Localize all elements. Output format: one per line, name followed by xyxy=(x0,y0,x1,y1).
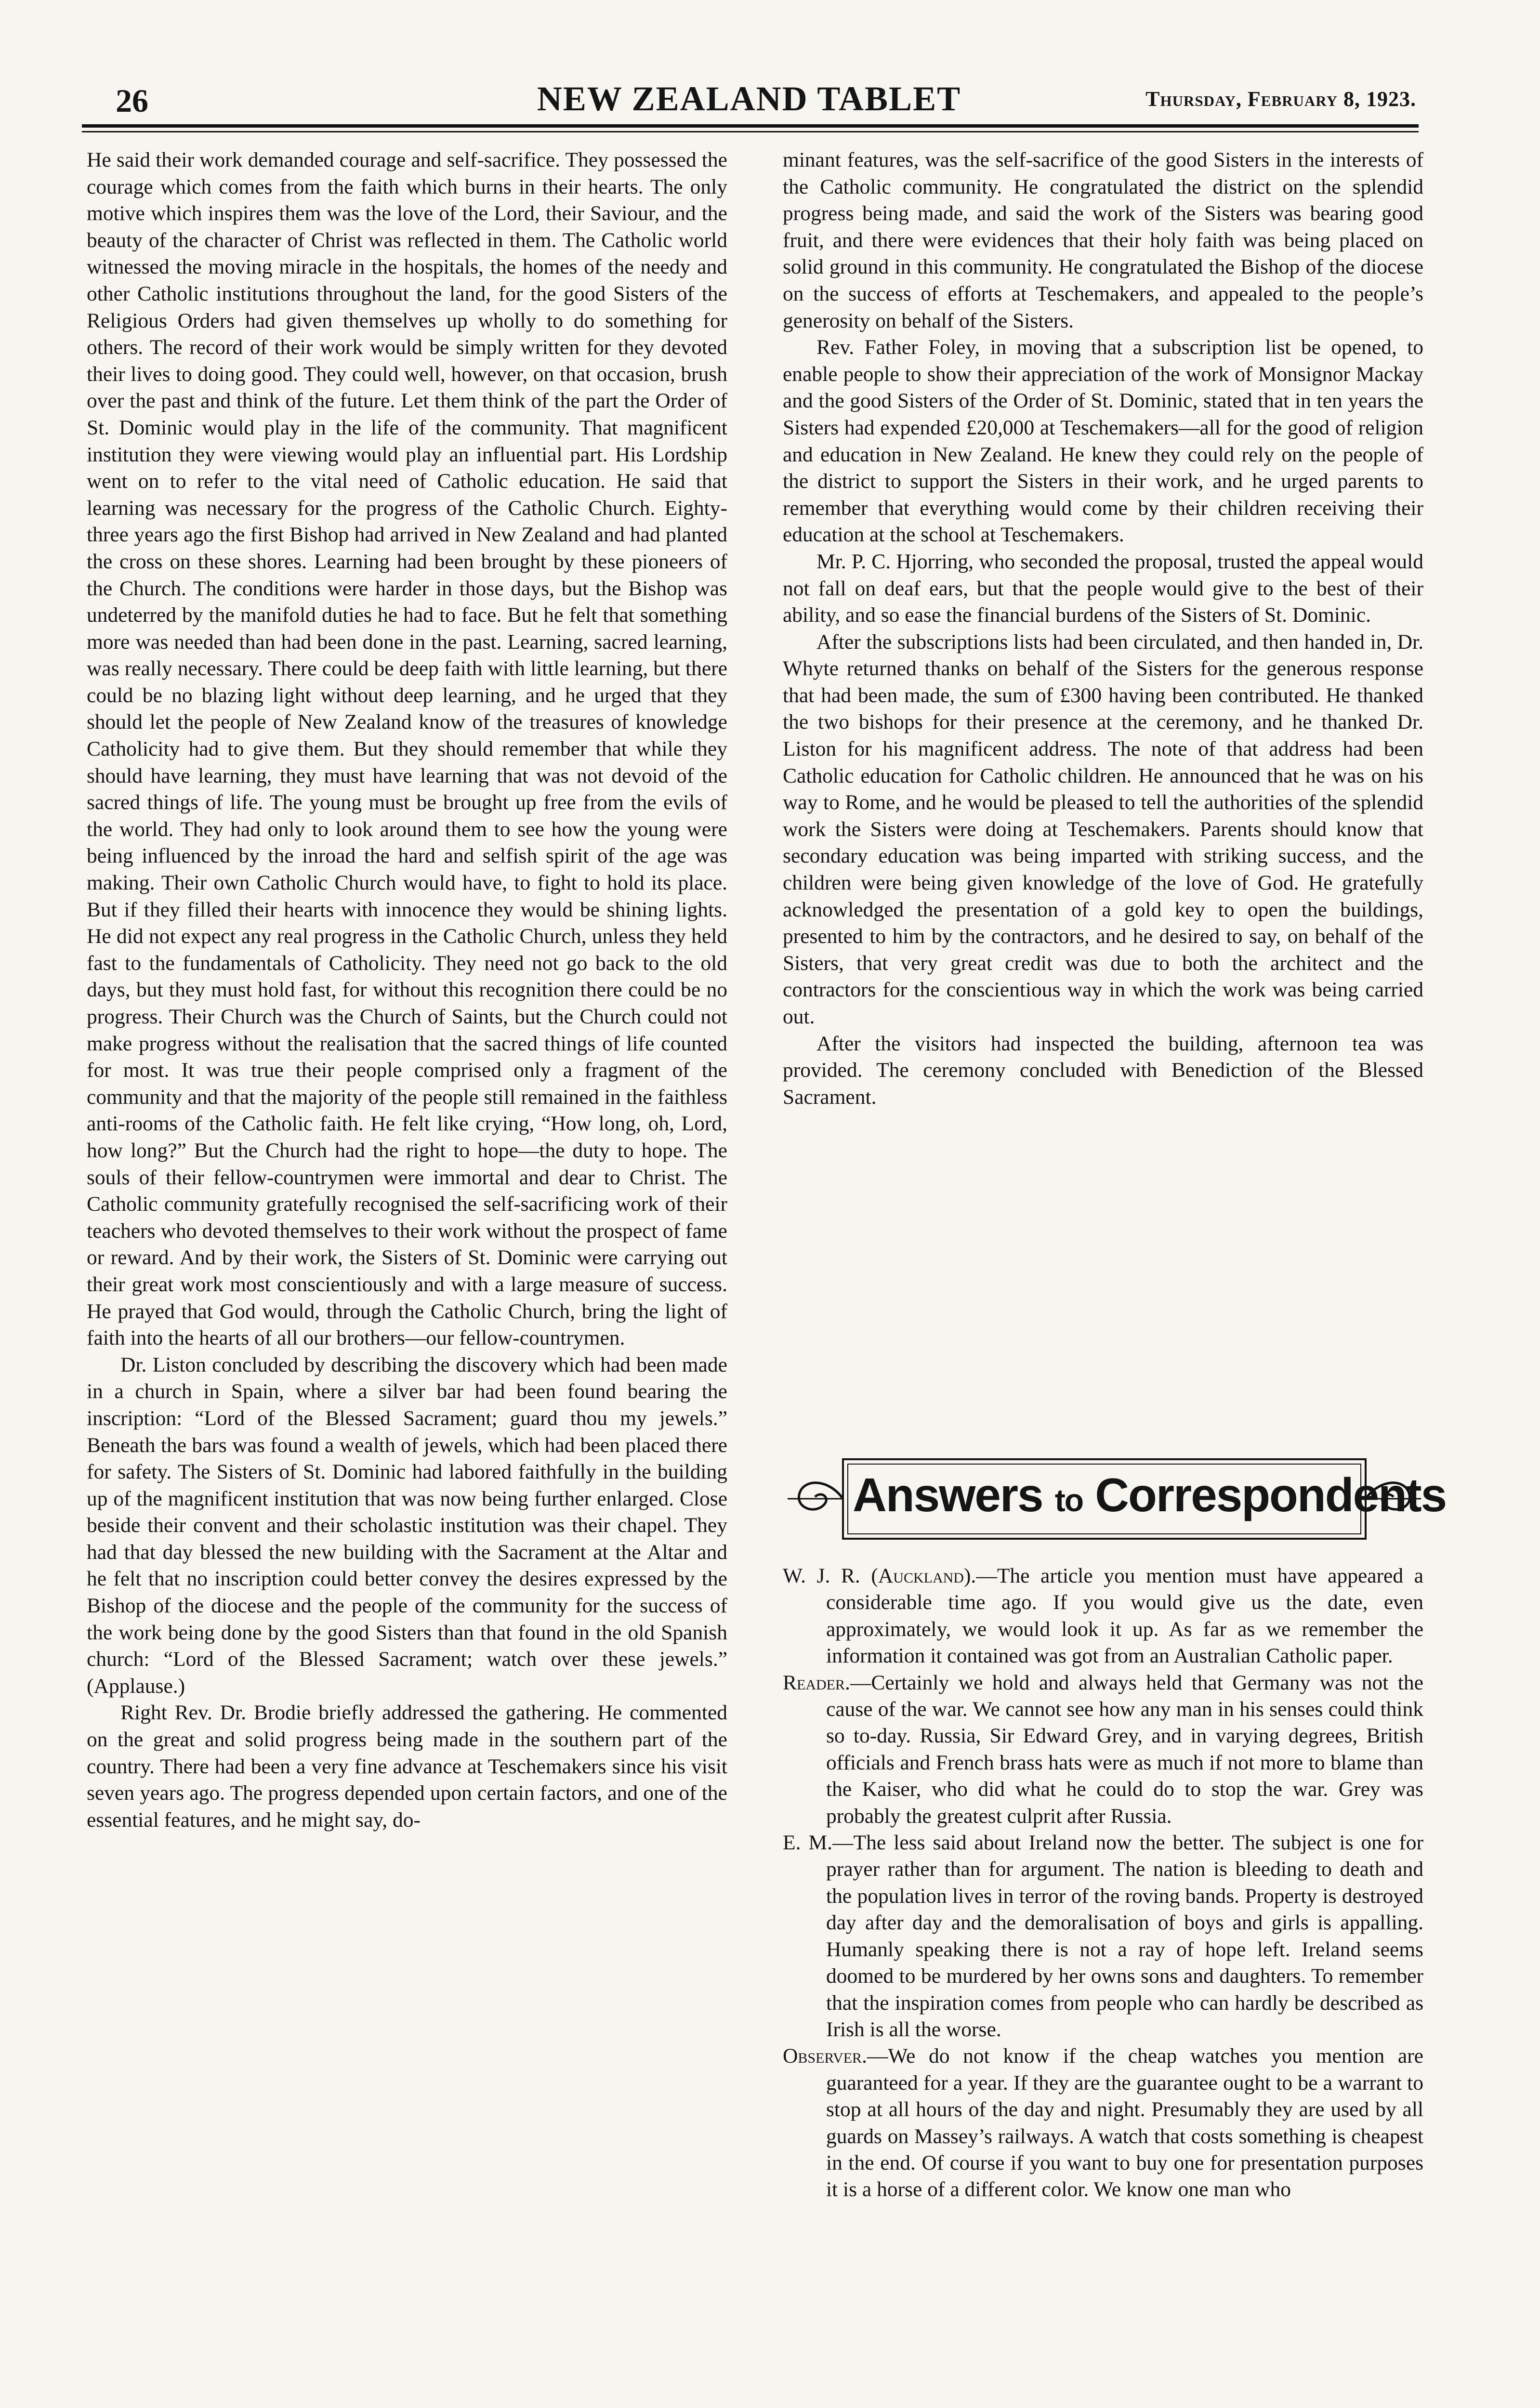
article-paragraph: Right Rev. Dr. Brodie briefly addressed the gathering. He commented on the great and solid progress being made in the southern part of the country. There had been a very fine advance at Teschemakers since his visit seven years ago. The progress depended upon certain factors, and one of the essential features, and he might say, do- xyxy=(87,1701,727,1832)
section-title-word: Correspondents xyxy=(1095,1468,1447,1521)
article-paragraph: Dr. Liston concluded by describing the discovery which had been made in a church in Spain, where a silver bar had been found bearing the inscription: “Lord of the Blessed Sacrament; guard thou my jewels.” Beneath the bars was found a wealth of jewels, which had been placed there for safety. The Sisters of St. Dominic had labored faithfully in the building up of the magnificent institution that was now being further enlarged. Close beside their convent and their scholastic institution was their chapel. They had that day blessed the new building with the Sacrament at the Altar and he felt that no inscription could better convey the desires expressed by the Bishop of the diocese and the people of the community for the success of the work being done by the good Sisters than that found in the old Spanish church: “Lord of the Blessed Sacrament; watch over these jewels.” (Applause.) xyxy=(87,1353,727,1698)
right-column xyxy=(783,147,1423,1111)
correspondent-entry xyxy=(783,1670,1423,1830)
correspondent-name: Reader. xyxy=(783,1671,850,1694)
masthead-rule-thick xyxy=(82,124,1419,128)
left-column xyxy=(87,147,727,1833)
correspondent-entry xyxy=(783,2043,1423,2203)
correspondent-name: W. J. R. (Auckland). xyxy=(783,1564,976,1587)
correspondent-reply: —The article you mention must have appeared a considerable time ago. If you would give us the date, even approximately, we would look it up. As far as we remember the information it contained was got from an Australian Catholic paper. xyxy=(826,1564,1423,1668)
correspondents-list xyxy=(783,1563,1423,2203)
article-paragraph: After the visitors had inspected the building, afternoon tea was provided. The ceremony concluded with Benediction of the Blessed Sacrament. xyxy=(783,1032,1423,1109)
correspondent-name: Observer. xyxy=(783,2044,867,2068)
issue-date: Thursday, February 8, 1923. xyxy=(1145,87,1416,111)
article-paragraph: He said their work demanded courage and self-sacrifice. They possessed the courage which comes from the faith which burns in their hearts. The only motive which inspires them was the love of the Lord, their Saviour, and the beauty of the character of Christ was reflected in them. The Catholic world witnessed the moving miracle in the hospitals, the homes of the needy and other Catholic institutions throughout the land, for the good Sisters of the Religious Orders had given themselves up wholly to do something for others. The record of their work would be simply written for they devoted their lives to doing good. They could well, however, on that occasion, brush over the past and think of the future. Let them think of the part the Order of St. Dominic would play in the life of the community. That magnificent institution they were viewing would play an influential part. His Lordship went on to refer to the vital need of Catholic education. He said that learning was necessary for the progress of the Catholic Church. Eighty-three years ago the first Bishop had arrived in New Zealand and had planted the cross on these shores. Learning had been brought by these pioneers of the Church. The conditions were harder in those days, but the Bishop was undeterred by the manifold duties he had to face. But he felt that something more was needed than had been done in the past. Learning, sacred learning, was really necessary. There could be deep faith with little learning, but there could be no blazing light without deep learning, and he urged that they should let the people of New Zealand know of the treasures of knowledge Catholicity had to give them. But they should remember that while they should have learning, they must have learning that was not devoid of the sacred things of life. The young must be brought up free from the evils of the world. They had only to look around them to see how the young were being influenced by the inroad the hard and selfish spirit of the age was making. Their own Catholic Church would have, to fight to hold its place. But if they filled their hearts with innocence they would be shining lights. He did not expect any real progress in the Catholic Church, unless they held fast to the fundamentals of Catholicity. They need not go back to the old days, but they must hold fast, for without this recognition there could be no progress. Their Church was the Church of Saints, but the Church could not make progress without the realisation that the sacred things of life counted for most. It was true their people comprised only a fragment of the community and that the majority of the people still remained in the faithless anti-rooms of the Catholic faith. He felt like crying, “How long, oh, Lord, how long?” But the Church had the right to hope—the duty to hope. The souls of their fellow-countrymen were immortal and dear to Christ. The Catholic community gratefully recognised the self-sacrificing work of their teachers who devoted themselves to their work without the prospect of fame or reward. And by their work, the Sisters of St. Dominic were carrying out their great work most conscientiously and with a large measure of success. He prayed that God would, through the Catholic Church, bring the light of faith into the hearts of all our brothers—our fellow-countrymen. xyxy=(87,148,727,1350)
section-title-word: Answers xyxy=(853,1468,1043,1521)
section-banner xyxy=(785,1445,1447,1551)
article-paragraph: minant features, was the self-sacrifice of the good Sisters in the interests of the Catholic community. He congratulated the district on the splendid progress being made, and said the work of the Sisters was bearing good fruit, and there were evidences that their holy faith was being placed on solid ground in this community. He congratulated the Bishop of the diocese on the success of efforts at Teschemakers, and appealed to the people’s generosity on behalf of the Sisters. xyxy=(783,148,1423,332)
publication-title: NEW ZEALAND TABLET xyxy=(537,79,961,118)
correspondent-reply: —We do not know if the cheap watches you mention are guaranteed for a year. If they are the guarantee ought to be a warrant to stop at all hours of the day and night. Presumably they are used by all guards on Massey’s railways. A watch that costs something is cheapest in the end. Of course if you want to buy one for presentation purposes it is a horse of a different color. We know one man who xyxy=(826,2044,1423,2201)
correspondent-name: E. M. xyxy=(783,1831,833,1855)
section-title xyxy=(853,1468,1447,1522)
masthead-rule-thin xyxy=(82,131,1419,132)
correspondent-entry xyxy=(783,1830,1423,2043)
correspondent-reply: —Certainly we hold and always held that Germany was not the cause of the war. We cannot see how any man in his senses could think so to-day. Russia, Sir Edward Grey, and in varying degrees, British officials and French brass hats were as much if not more to blame than the Kaiser, who did what he could do to stop the war. Grey was probably the greatest culprit after Russia. xyxy=(826,1671,1423,1828)
section-title-word: to xyxy=(1054,1482,1083,1518)
article-paragraph: Mr. P. C. Hjorring, who seconded the proposal, trusted the appeal would not fall on deaf ears, but that the people would give to the best of their ability, and so ease the financial burdens of the Sisters of St. Dominic. xyxy=(783,550,1423,627)
article-paragraph: Rev. Father Foley, in moving that a subscription list be opened, to enable people to show their appreciation of the work of Monsignor Mackay and the good Sisters of the Order of St. Dominic, stated that in ten years the Sisters had expended £20,000 at Teschemakers—all for the good of religion and education in New Zealand. He knew they could rely on the people of the district to support the Sisters in their work, and he urged parents to remember that everything would come by their children receiving their education at the school at Teschemakers. xyxy=(783,336,1423,547)
article-paragraph: After the subscriptions lists had been circulated, and then handed in, Dr. Whyte returned thanks on behalf of the Sisters for the generous response that had been made, the sum of £300 having been contributed. He thanked the two bishops for their presence at the ceremony, and he thanked Dr. Liston for his magnificent address. The note of that address had been Catholic education for Catholic children. He announced that he was on his way to Rome, and he would be pleased to tell the authorities of the splendid work the Sisters were doing at Teschemakers. Parents should know that secondary education was being imparted with striking success, and the children were being given knowledge of the love of God. He gratefully acknowledged the presentation of a gold key to open the buildings, presented to him by the contractors, and he desired to say, on behalf of the Sisters, that very great credit was due to both the architect and the contractors for the conscientious way in which the work was being carried out. xyxy=(783,630,1423,1028)
page-number: 26 xyxy=(116,82,148,119)
correspondent-entry xyxy=(783,1563,1423,1670)
correspondent-reply: —The less said about Ireland now the better. The subject is one for prayer rather than for argument. The nation is bleeding to death and the population lives in terror of the roving bands. Property is destroyed day after day and the demoralisation of boys and girls is appalling. Humanly speaking there is not a ray of hope left. Ireland seems doomed to be murdered by her owns sons and daughters. To remember that the inspiration comes from people who can hardly be described as Irish is all the worse. xyxy=(826,1831,1424,2041)
masthead xyxy=(82,72,1416,120)
